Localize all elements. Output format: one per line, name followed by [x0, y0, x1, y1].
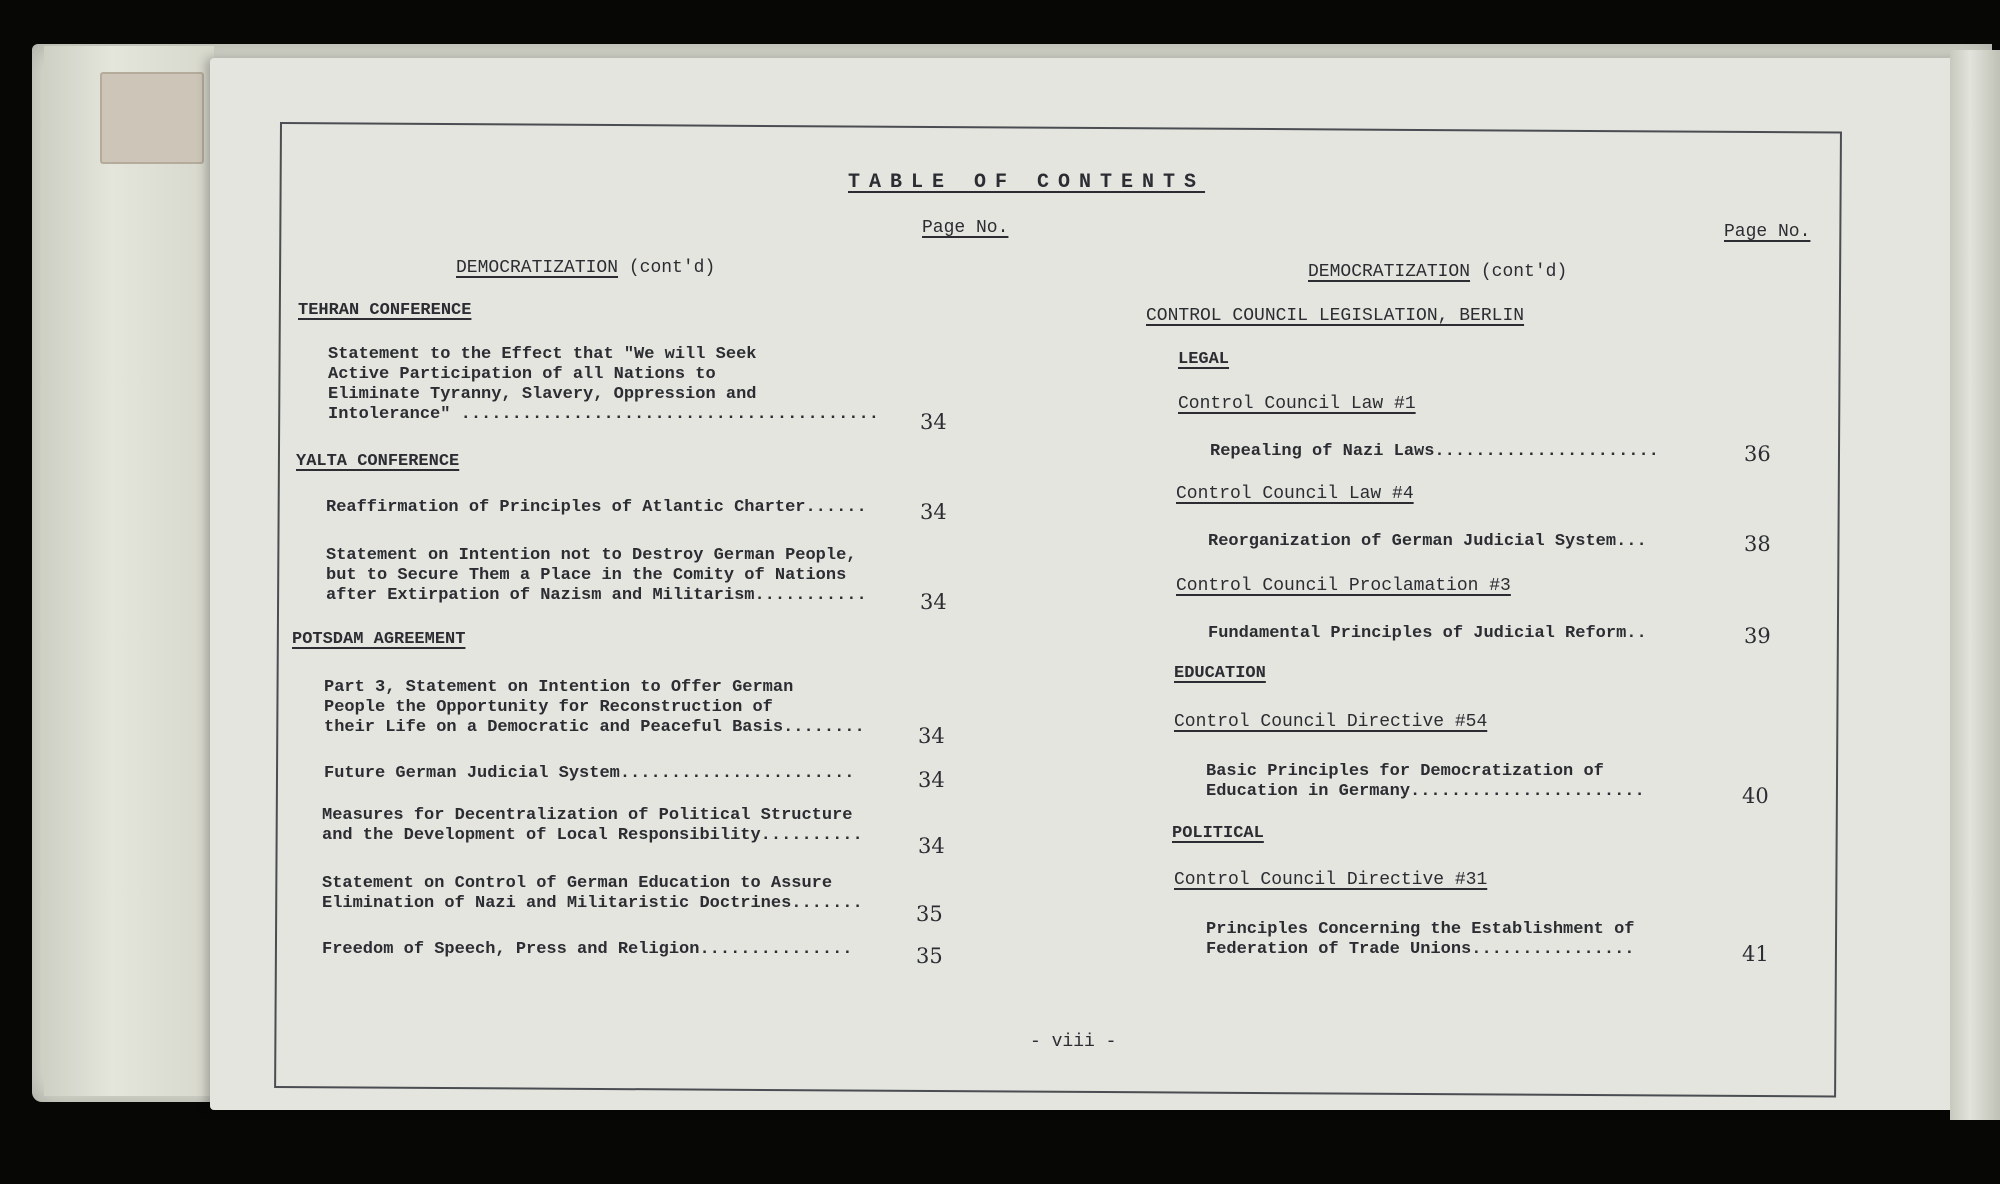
entry-line: Reorganization of German Judicial System... — [1208, 532, 1647, 551]
left-section-title — [456, 258, 715, 278]
entry-line: after Extirpation of Nazism and Militarism........... — [326, 586, 867, 605]
right-page-no-label: Page No. — [1724, 222, 1811, 242]
stacked-page-edges — [44, 46, 214, 1096]
entry-page-number: 41 — [1742, 942, 1769, 966]
book-spine — [1950, 50, 2000, 1120]
entry-page-number: 38 — [1744, 532, 1771, 556]
entry-line: Eliminate Tyranny, Slavery, Oppression and — [328, 385, 757, 404]
right-section-suffix: (cont'd) — [1480, 262, 1568, 282]
entry-page-number: 34 — [918, 768, 945, 792]
entry-line: Statement on Intention not to Destroy German People, — [326, 546, 857, 565]
left-section-name: DEMOCRATIZATION — [456, 258, 619, 278]
heading-potsdam-agreement: POTSDAM AGREEMENT — [292, 630, 466, 649]
entry-page-number: 35 — [916, 944, 943, 968]
left-page-no-label: Page No. — [922, 218, 1009, 238]
toc-entry — [324, 678, 865, 738]
toc-title: TABLE OF CONTENTS — [848, 171, 1206, 194]
toc-entry — [322, 940, 853, 960]
toc-entry — [322, 874, 863, 914]
entry-page-number: 39 — [1744, 624, 1771, 648]
item-heading: Control Council Directive #54 — [1174, 712, 1488, 732]
entry-line: Part 3, Statement on Intention to Offer German — [324, 678, 794, 697]
binding-tab — [100, 72, 204, 164]
toc-entry — [326, 498, 867, 518]
entry-line: Future German Judicial System....................... — [324, 764, 855, 783]
item-heading: Control Council Law #4 — [1176, 484, 1414, 504]
entry-line: Principles Concerning the Establishment of — [1206, 920, 1635, 939]
category-education: EDUCATION — [1174, 664, 1266, 683]
item-heading: Control Council Directive #31 — [1174, 870, 1488, 890]
toc-entry — [322, 806, 863, 846]
entry-page-number: 35 — [916, 902, 943, 926]
entry-line: Education in Germany....................... — [1206, 782, 1645, 801]
entry-line: Statement on Control of German Education to Assure — [322, 874, 833, 893]
category-legal: LEGAL — [1178, 350, 1230, 369]
toc-entry — [326, 546, 867, 606]
entry-line: Elimination of Nazi and Militaristic Doctrines....... — [322, 894, 863, 913]
item-heading: Control Council Law #1 — [1178, 394, 1416, 414]
entry-page-number: 34 — [920, 410, 947, 434]
entry-line: Fundamental Principles of Judicial Reform.. — [1208, 624, 1647, 643]
entry-line: Intolerance" ......................................... — [328, 405, 879, 424]
entry-line: Active Participation of all Nations to — [328, 365, 716, 384]
toc-entry — [1206, 762, 1645, 802]
toc-entry — [324, 764, 855, 784]
heading-yalta-conference: YALTA CONFERENCE — [296, 452, 460, 471]
entry-line: Basic Principles for Democratization of — [1206, 762, 1604, 781]
toc-entry — [328, 345, 879, 425]
entry-page-number: 36 — [1744, 442, 1771, 466]
entry-line: Reaffirmation of Principles of Atlantic Charter...... — [326, 498, 867, 517]
item-heading: Control Council Proclamation #3 — [1176, 576, 1511, 596]
right-section-title — [1308, 262, 1567, 282]
entry-line: Statement to the Effect that "We will Seek — [328, 345, 757, 364]
entry-line: but to Secure Them a Place in the Comity of Nations — [326, 566, 847, 585]
entry-line: Federation of Trade Unions................ — [1206, 940, 1635, 959]
entry-page-number: 34 — [920, 500, 947, 524]
entry-page-number: 40 — [1742, 784, 1769, 808]
entry-line: Freedom of Speech, Press and Religion............... — [322, 940, 853, 959]
entry-page-number: 34 — [918, 724, 945, 748]
right-section-name: DEMOCRATIZATION — [1308, 262, 1471, 282]
entry-line: their Life on a Democratic and Peaceful Basis........ — [324, 718, 865, 737]
entry-page-number: 34 — [920, 590, 947, 614]
entry-line: and the Development of Local Responsibility.......... — [322, 826, 863, 845]
entry-line: Measures for Decentralization of Political Structure — [322, 806, 853, 825]
entry-line: Repealing of Nazi Laws...................... — [1210, 442, 1659, 461]
heading-control-council-legislation: CONTROL COUNCIL LEGISLATION, BERLIN — [1146, 306, 1525, 326]
heading-tehran-conference: TEHRAN CONFERENCE — [298, 301, 472, 320]
page-number-footer: - viii - — [1030, 1032, 1117, 1052]
entry-line: People the Opportunity for Reconstruction of — [324, 698, 773, 717]
toc-entry — [1206, 920, 1634, 960]
left-section-suffix: (cont'd) — [628, 258, 716, 278]
entry-page-number: 34 — [918, 834, 945, 858]
category-political: POLITICAL — [1172, 824, 1264, 843]
